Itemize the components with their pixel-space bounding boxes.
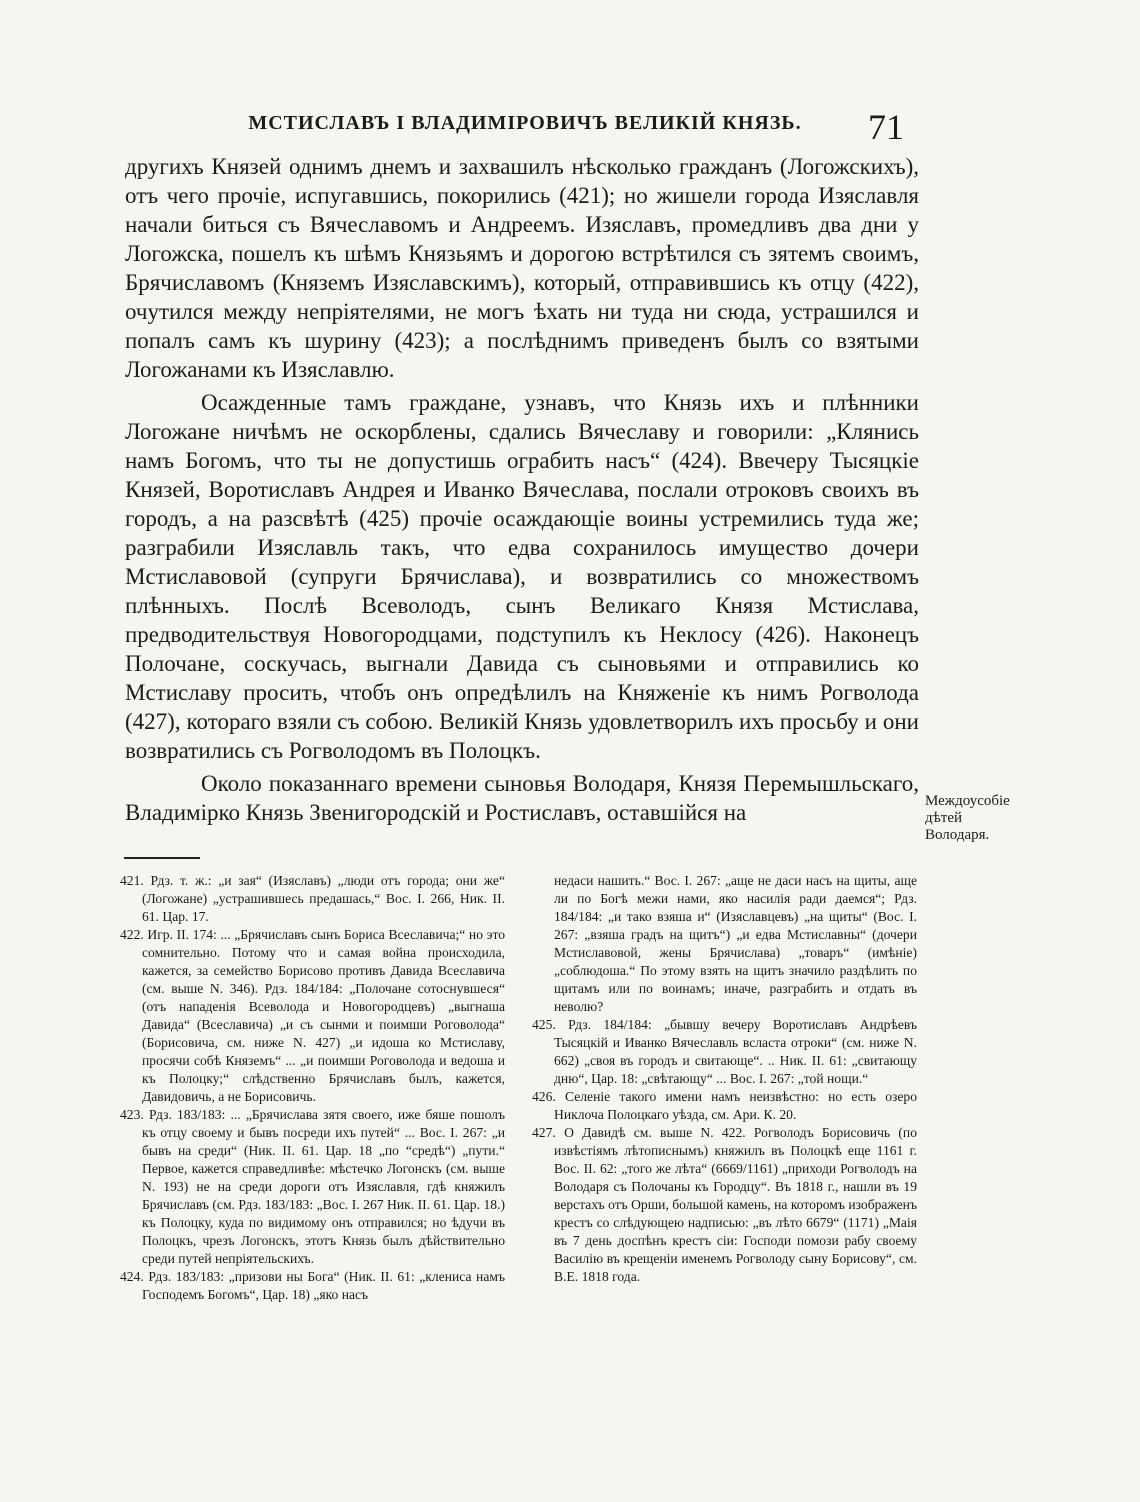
paragraph: другихъ Князей однимъ днемъ и захвашилъ нѣсколько гражданъ (Логожскихъ), отъ чего прочiе, испугавшись, покорились (421); но жишели города Изяславля начали биться съ Вячеславомъ и Андреемъ. Изяславъ, промедливъ два дни у Логожска, пошелъ къ шѣмъ Князьямъ и дорогою встрѣтился съ зятемъ своимъ, Брячиславомъ (Княземъ Изяславскимъ), который, отправившись къ отцу (422), очутился между непрiятелями, не могъ ѣхать ни туда ни сюда, устрашился и попалъ самъ къ шурину (423); а послѣднимъ приведенъ былъ со взятыми Логожанами къ Изяславлю. bbox=[125, 154, 919, 382]
running-head: МСТИСЛАВЪ I ВЛАДИМIРОВИЧЪ ВЕЛИКIЙ КНЯЗЬ. bbox=[248, 112, 802, 134]
footnote: 424. Рдз. 183/183: „призови ны Бога“ (Ник. II. 61: „клениса намъ Господемъ Богомъ“, Цар. 18) „яко насъ bbox=[120, 1269, 505, 1302]
page-number: 71 bbox=[868, 107, 904, 147]
footnote-column-right bbox=[532, 872, 917, 1286]
footnote: 425. Рдз. 184/184: „бывшу вечеру Воротиславъ Андрѣевъ Тысяцкiй и Иванко Вячеславль всласта отроки“ (см. ниже N. 662) „своя въ городъ и свитающе“. .. Ник. II. 61: „свитающу дню“, Цар. 18: „свѣтающу“ ... Вос. I. 267: „той нощи.“ bbox=[532, 1017, 917, 1086]
main-text bbox=[125, 152, 919, 831]
paragraph: Около показаннаго времени сыновья Володаря, Князя Перемышльскаго, Владимiрко Князь Звенигородскiй и Ростиславъ, оставшiйся на bbox=[125, 771, 919, 825]
footnote: 426. Селенiе такого имени намъ неизвѣстно: но есть озеро Никлоча Полоцкаго уѣзда, см. Ари. К. 20. bbox=[532, 1089, 917, 1122]
paragraph: Осажденные тамъ граждане, узнавъ, что Князь ихъ и плѣнники Логожане ничѣмъ не оскорблены, сдались Вячеславу и говорили: „Клянись намъ Богомъ, что ты не допустишь ограбить насъ“ (424). Ввечеру Тысяцкiе Князей, Воротиславъ Андрея и Иванко Вячеслава, послали отроковъ своихъ въ городъ, а на разсвѣтѣ (425) прочiе осаждающiе воины устремились туда же; разграбили Изяславль такъ, что едва сохранилось имущество дочери Мстиславовой (супруги Брячислава), и возвратились со множествомъ плѣнныхъ. Послѣ Всеволодъ, сынъ Великаго Князя Мстислава, предводительствуя Новогородцами, подступилъ къ Неклосу (426). Наконецъ Полочане, соскучась, выгнали Давида съ сыновьями и отправились ко Мстиславу просить, чтобъ онъ опредѣлилъ на Княженiе къ нимъ Рогволода (427), котораго взяли съ собою. Великiй Князь удовлетворилъ ихъ просьбу и они возвратились съ Рогволодомъ въ Полоцкъ. bbox=[125, 390, 919, 763]
margin-note: Междоусобiе дѣтей Володаря. bbox=[925, 793, 1010, 843]
footnote-rule bbox=[124, 857, 200, 859]
footnote-column-left bbox=[120, 872, 505, 1304]
footnote: 427. О Давидѣ см. выше N. 422. Рогволодъ Борисовичь (по извѣстiямъ лѣтописнымъ) княжилъ въ Полоцкѣ еще 1161 г. Вос. II. 62: „того же лѣта“ (6669/1161) „приходи Рогволодъ на Володаря съ Полочаны къ Городцу“. Въ 1818 г., нашли въ 19 верстахъ отъ Орши, большой камень, на которомъ изображенъ крестъ со слѣдующею надписью: „въ лѣто 6679“ (1171) „Маiя въ 7 день доспѣнъ крестъ сiи: Господи помози рабу своему Василiю въ крещенiи именемъ Рогволоду сыну Борисову“, см. В.Е. 1818 года. bbox=[532, 1125, 917, 1284]
footnote: 422. Игр. II. 174: ... „Брячиславъ сынъ Бориса Всеславича;“ но это сомнительно. Потому что и самая война происходила, кажется, за семейство Борисово противъ Давида Всеславича (см. выше N. 346). Рдз. 184/184: „Полочане сотоснувшеся“ (отъ нападенiя Всеволода и Новогородцевъ) „выгнаша Давида“ (Всеславича) „и съ сынми и поимши Роговолода“ (Борисовича, см. ниже N. 427) „и идоша ко Мстиславу, просячи собѣ Княземъ“ ... „и поимши Роговолода и ведоша и къ Полоцку;“ слѣдственно Брячиславъ былъ, кажется, Давидовичь, а не Борисовичь. bbox=[120, 927, 505, 1104]
footnote: 421. Рдз. т. ж.: „и зая“ (Изяславъ) „люди отъ города; они же“ (Логожане) „устрашившесь предашась,“ Вос. I. 266, Ник. II. 61. Цар. 17. bbox=[120, 873, 505, 924]
footnote: недаси нашить.“ Вос. I. 267: „аще не даси насъ на щиты, аще ли по Богѣ межи нами, яко насилiя ради даемся“; Рдз. 184/184: „и тако взяша и“ (Изяславцевъ) „на щиты“ (Вос. I. 267: „взяша градъ на щитъ“) „и едва Мстиславны“ (дочери Мстиславовой, жены Брячислава) „товаръ“ (имѣнiе) „соблюдоша.“ По этому взять на щитъ значило раздѣлить по щитамъ или по воинамъ; иначе, разграбить и отдать въ неволю? bbox=[554, 873, 917, 1014]
footnote: 423. Рдз. 183/183: ... „Брячислава зятя своего, иже бяше пошолъ къ отцу своему и бывъ посреди ихъ путей“ ... Вос. I. 267: „и бывъ на среди“ (Ник. II. 61. Цар. 18 „по “средѣ“) „пути.“ Первое, кажется справедливѣе: мѣстечко Логонскъ (см. выше N. 193) не на среди дороги отъ Изяславля, гдѣ княжилъ Брячиславъ (см. Рдз. 183/183: „Вос. I. 267 Ник. II. 61. Цар. 18.) къ Полоцку, куда по видимому онъ отправился; но ѣдучи въ Полоцкъ, чрезъ Логонскъ, этотъ Князь былъ дѣйствительно среди путей непрiятельскихъ. bbox=[120, 1107, 505, 1266]
